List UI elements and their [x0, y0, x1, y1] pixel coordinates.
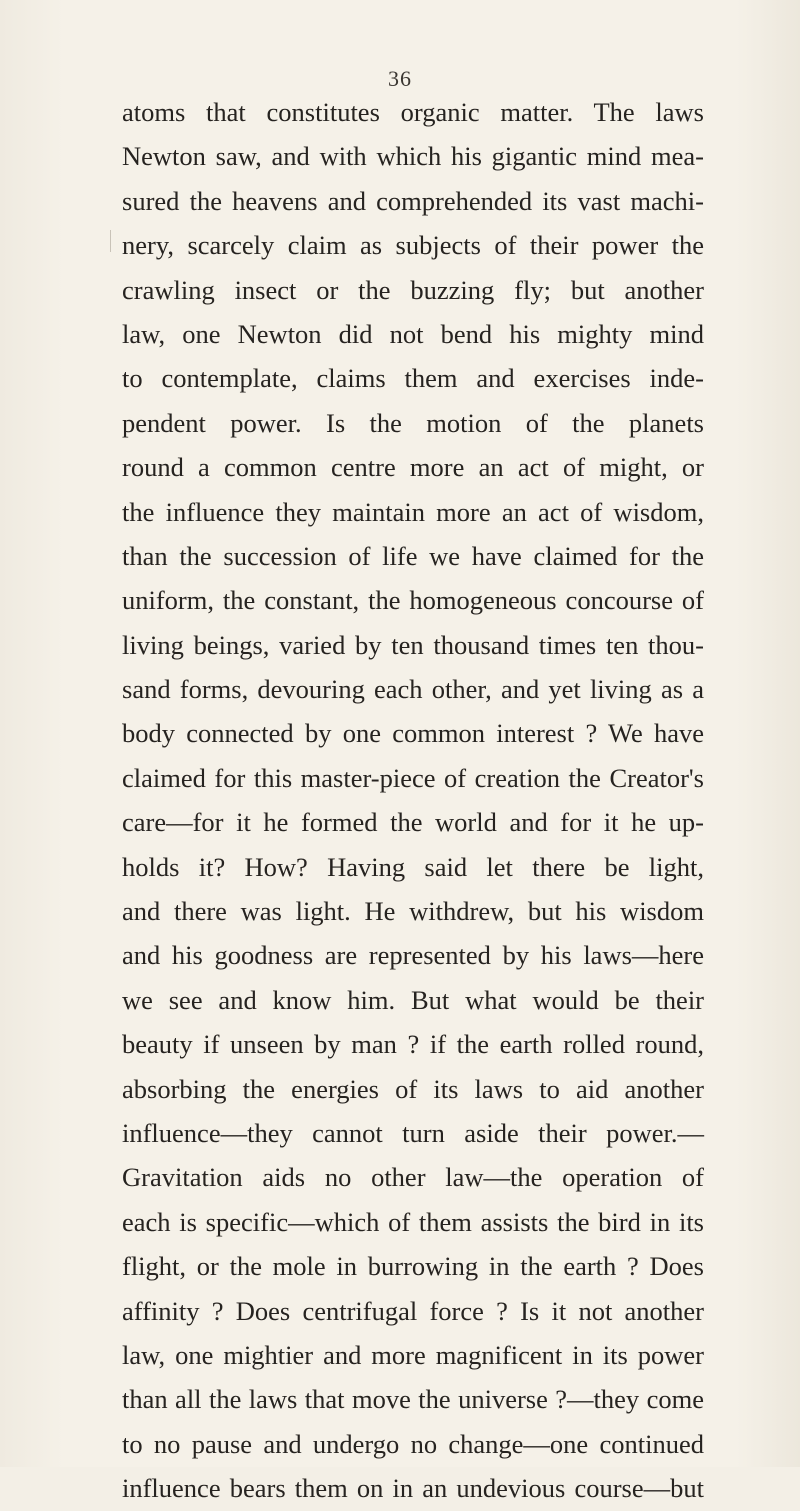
text-line: Gravitation aids no other law—the operation of	[122, 1162, 704, 1193]
text-line: living beings, varied by ten thousand times ten thou-	[122, 629, 704, 660]
text-line: law, one mightier and more magnificent in its power	[122, 1339, 704, 1370]
margin-mark	[110, 230, 111, 252]
text-line: crawling insect or the buzzing fly; but another	[122, 274, 704, 305]
text-line: influence—they cannot turn aside their power.—	[122, 1117, 704, 1148]
text-line: beauty if unseen by man ? if the earth rolled round,	[122, 1029, 704, 1060]
text-line: atoms that constitutes organic matter. The laws	[122, 97, 704, 127]
text-line: Newton saw, and with which his gigantic mind mea-	[122, 141, 704, 172]
text-line: holds it? How? Having said let there be light,	[122, 851, 704, 882]
text-line: than the succession of life we have claimed for the	[122, 540, 704, 571]
text-line: sand forms, devouring each other, and yet living as a	[122, 674, 704, 705]
text-line: body connected by one common interest ? We have	[122, 718, 704, 749]
text-line: pendent power. Is the motion of the planets	[122, 407, 704, 438]
text-line: the influence they maintain more an act of wisdom,	[122, 496, 704, 527]
text-line: absorbing the energies of its laws to aid another	[122, 1073, 704, 1104]
page-number: 36	[388, 66, 412, 91]
text-line: to contemplate, claims them and exercises inde-	[122, 363, 704, 394]
text-line: claimed for this master-piece of creation the Creator's	[122, 762, 704, 793]
text-line: than all the laws that move the universe ?—they come	[122, 1384, 704, 1415]
text-line: influence bears them on in an undevious course—but	[122, 1473, 704, 1504]
text-line: flight, or the mole in burrowing in the earth ? Does	[122, 1251, 704, 1282]
text-line: to no pause and undergo no change—one continued	[122, 1428, 704, 1459]
body-text	[122, 90, 704, 1511]
text-line: affinity ? Does centrifugal force ? Is it not another	[122, 1295, 704, 1326]
text-line: law, one Newton did not bend his mighty mind	[122, 318, 704, 349]
text-line: sured the heavens and comprehended its vast machi-	[122, 185, 704, 216]
text-line: and there was light. He withdrew, but his wisdom	[122, 896, 704, 927]
text-line: care—for it he formed the world and for it he up-	[122, 807, 704, 838]
text-line: and his goodness are represented by his laws—here	[122, 940, 704, 971]
text-line: uniform, the constant, the homogeneous concourse of	[122, 585, 704, 616]
text-line: round a common centre more an act of might, or	[122, 452, 704, 483]
text-line: we see and know him. But what would be their	[122, 984, 704, 1015]
text-line: each is specific—which of them assists the bird in its	[122, 1206, 704, 1237]
text-line: nery, scarcely claim as subjects of their power the	[122, 230, 704, 261]
